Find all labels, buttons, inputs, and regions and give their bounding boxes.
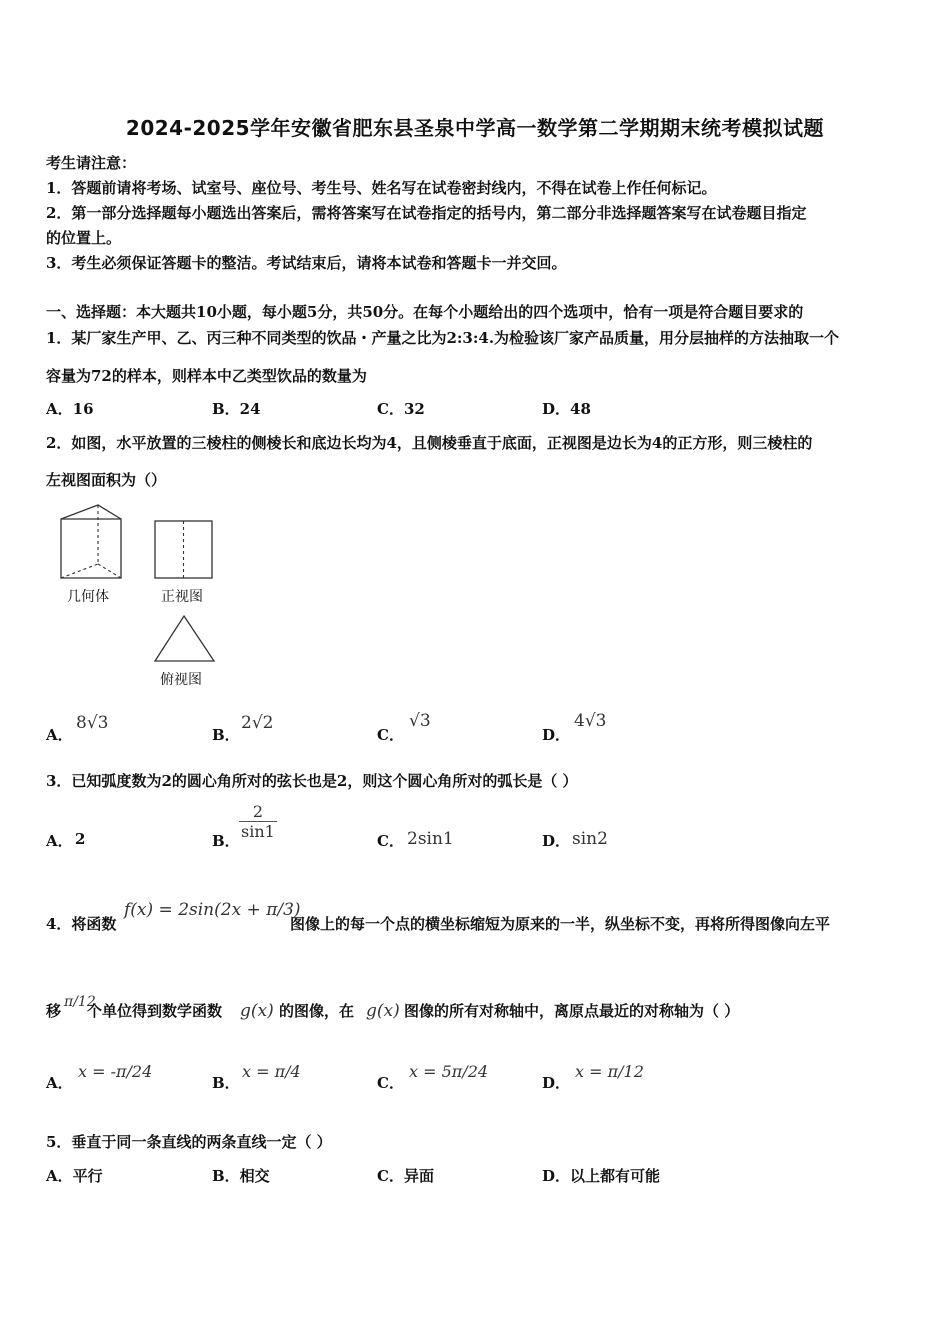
q4-shift: π/12 [64,994,96,1010]
notice-item-2-cont: 的位置上。 [46,229,122,247]
q4-option-a-value: x = -π/24 [78,1062,153,1081]
q3-text: 3．已知弧度数为2的圆心角所对的弦长也是2，则这个圆心角所对的弧长是（ ） [46,772,578,790]
q1-text-line2: 容量为72的样本，则样本中乙类型饮品的数量为 [46,367,367,385]
q1-option-c[interactable]: C．32 [377,400,425,418]
notice-item-2: 2．第一部分选择题每小题选出答案后，需将答案写在试卷指定的括号内，第二部分非选择题答案写在试卷题目指定 [46,204,807,222]
q3-option-d-value: sin2 [572,829,608,849]
q1-option-a[interactable]: A．16 [46,400,94,418]
front-view-figure [154,520,214,580]
q3-option-b-denominator: sin1 [241,822,275,841]
q3-option-d-label[interactable]: D． [542,832,571,850]
q4-option-a-label[interactable]: A． [46,1074,73,1092]
q2-option-d-value: 4√3 [574,711,607,731]
q5-option-c[interactable]: C．异面 [377,1167,434,1185]
q2-option-b-value: 2√2 [241,713,274,733]
q2-option-b-label[interactable]: B． [212,726,240,744]
q2-option-a-value: 8√3 [76,713,109,733]
q1-option-d[interactable]: D．48 [542,400,591,418]
figure-label-top: 俯视图 [160,672,202,688]
prism-figure [58,503,124,581]
notice-item-3: 3．考生必须保证答题卡的整洁。考试结束后，请将本试卷和答题卡一并交回。 [46,254,567,272]
figure-label-solid: 几何体 [67,589,109,605]
q3-option-b-numerator: 2 [239,803,277,822]
q3-option-c-value: 2sin1 [407,829,454,849]
q4-line2-d: 图像的所有对称轴中，离原点最近的对称轴为（ ） [404,1002,740,1020]
q3-option-c-label[interactable]: C． [377,832,404,850]
q5-option-d[interactable]: D．以上都有可能 [542,1167,661,1185]
q4-line2-a: 移 [46,1002,62,1020]
q3-option-b-fraction [239,803,277,842]
q4-g-function-2: g(x) [366,1001,400,1021]
q3-option-a-label[interactable]: A． [46,832,73,850]
q4-option-c-label[interactable]: C． [377,1074,404,1092]
figure-label-front: 正视图 [161,589,203,605]
page-title: 2024-2025学年安徽省肥东县圣泉中学高一数学第二学期期末统考模拟试题 [125,116,825,140]
q4-g-function-1: g(x) [240,1001,274,1021]
q5-option-a[interactable]: A．平行 [46,1167,103,1185]
q3-option-a-value: 2 [75,830,86,848]
q4-option-b-label[interactable]: B． [212,1074,240,1092]
q4-option-b-value: x = π/4 [242,1062,301,1081]
q4-prefix: 4．将函数 [46,915,117,933]
q4-text-line1: 图像上的每一个点的横坐标缩短为原来的一半，纵坐标不变，再将所得图像向左平 [290,915,831,933]
q4-option-d-value: x = π/12 [575,1062,644,1081]
top-view-figure [153,614,217,664]
q4-line2-c: 的图像，在 [279,1002,355,1020]
q4-function: f(x) = 2sin(2x + π/3) [124,900,301,920]
q1-option-b[interactable]: B．24 [212,400,261,418]
q2-option-d-label[interactable]: D． [542,726,571,744]
notice-heading: 考生请注意： [46,154,137,172]
q3-option-b-label[interactable]: B． [212,832,240,850]
q1-text-line1: 1．某厂家生产甲、乙、丙三种不同类型的饮品・产量之比为2:3:4.为检验该厂家产品质量，用分层抽样的方法抽取一个 [46,329,840,347]
q2-option-c-value: √3 [409,711,431,731]
q2-option-c-label[interactable]: C． [377,726,404,744]
q2-option-a-label[interactable]: A． [46,726,73,744]
q4-option-c-value: x = 5π/24 [409,1062,489,1081]
q5-option-b[interactable]: B．相交 [212,1167,270,1185]
q2-text-line1: 2．如图，水平放置的三棱柱的侧棱长和底边长均为4，且侧棱垂直于底面，正视图是边长为4的正方形，则三棱柱的 [46,434,813,452]
section-heading: 一、选择题：本大题共10小题，每小题5分，共50分。在每个小题给出的四个选项中，恰有一项是符合题目要求的 [46,303,804,321]
notice-item-1: 1．答题前请将考场、试室号、座位号、考生号、姓名写在试卷密封线内，不得在试卷上作任何标记。 [46,179,717,197]
q2-text-line2: 左视图面积为（） [46,471,167,489]
q4-option-d-label[interactable]: D． [542,1074,571,1092]
q5-text: 5．垂直于同一条直线的两条直线一定（ ） [46,1133,332,1151]
q4-line2-b: 个单位得到数学函数 [87,1002,223,1020]
